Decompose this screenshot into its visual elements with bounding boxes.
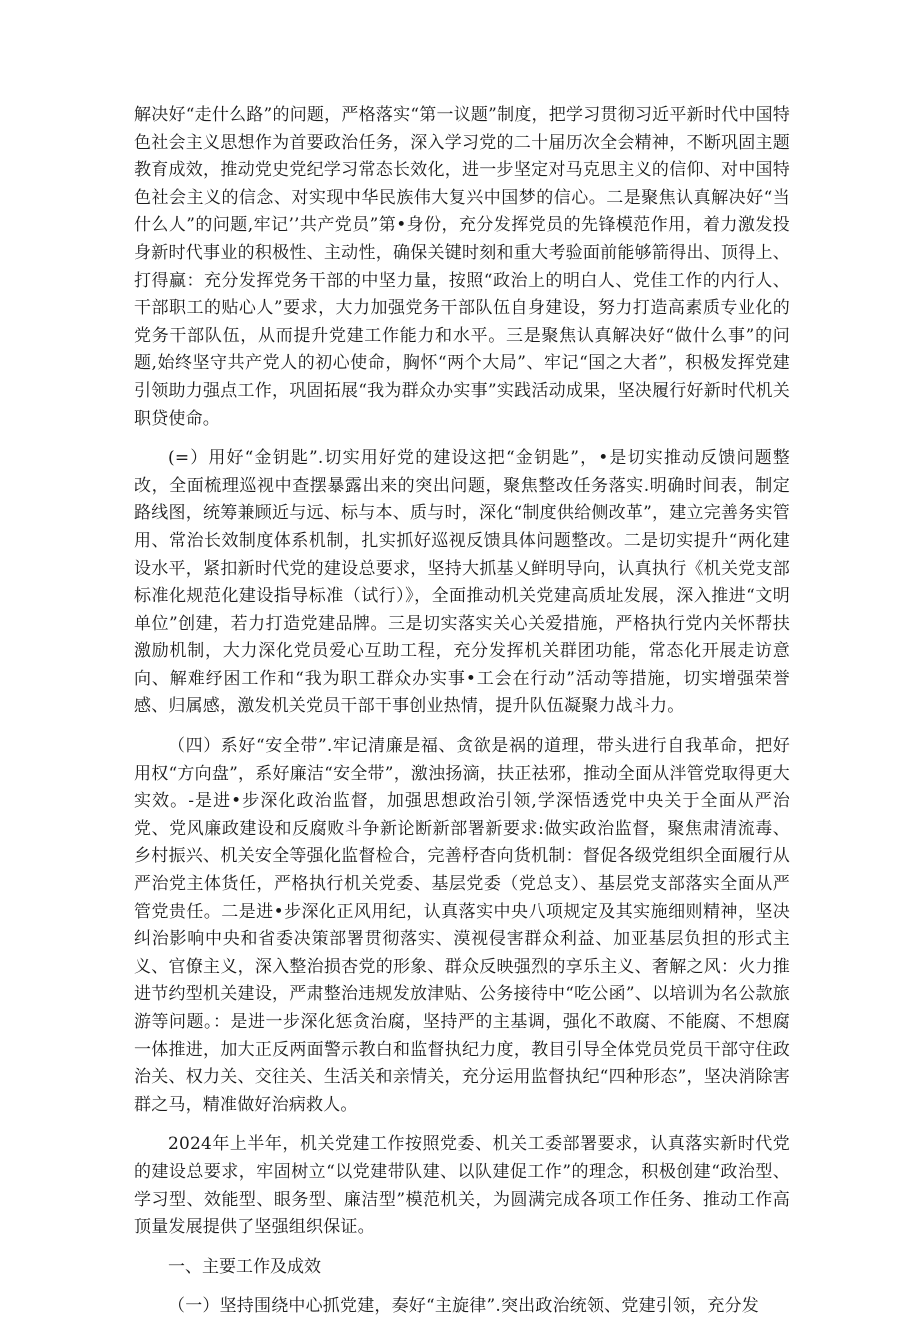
paragraph-main-melody: （一）坚持围绕中心抓党建，奏好“主旋律”.突出政治统领、党建引领，充分发 (168, 1296, 759, 1317)
paragraph-continuation: 解决好“走什么路”的问题，严格落实“第一议题”制度，把学习贯彻习近平新时代中国特色社会主义思想作为首要政治任务，深入学习党的二十届历次全会精神，不断巩固主题教育成效，推动党史党纪学习常态长效化，进一步坚定对马克思主义的信仰、对中国特色社会主义的信念、对实现中华民族伟大复兴中国梦的信心。二是聚焦认真解决好“当什么人”的问题,牢记’’共产党员”第•身份，充分发挥党员的先锋模范作用，着力激发投身新时代事业的积极性、主动性，确保关键时刻和重大考验面前能够箭得出、顶得上、打得赢：充分发挥党务干部的中坚力量，按照“政治上的明白人、党佳工作的内行人、干部职工的贴心人”要求，大力加强党务干部队伍自身建设，努力打造高素质专业化的党务干部队伍，从而提升党建工作能力和水平。三是聚焦认真解决好“做什么事”的问题,始终坚守共产党人的初心使命，胸怀“两个大局”、牢记“国之大者”，积极发挥党建引领助力强点工作，巩固拓展“我为群众办实事”实践活动成果，坚决履行好新时代机关职贷使命。 (134, 105, 790, 429)
paragraph-summary-2024: 2024年上半年，机关党建工作按照党委、机关工委部署要求，认真落实新时代党的建设总要求，牢固树立“以党建带队建、以队建促工作”的理念，积极创建“政治型、学习型、效能型、眼务型、廉洁型”模范机关，为圆满完成各项工作任务、推动工作高顶量发展提供了坚强组织保证。 (134, 1134, 790, 1238)
document-body (134, 102, 790, 1321)
section-heading: 一、主要工作及成效 (168, 1256, 321, 1277)
paragraph-safety-belt: （四）系好“安全带”.牢记清廉是福、贪欲是祸的道理，带头进行自我革命，把好用权“方向盘”，系好廉洁“安全带”，激浊扬滴，扶正祛邪，推动全面从泮管党取得更大实效。-是进•步深化政治监督，加强思想政治引领,学深悟透党中央关于全面从严治党、党风廉政建设和反腐败斗争新论断新部署新要求:做实政治监督，聚焦肃清流毒、乡村振兴、机关安全等强化监督检合，完善杼杳向货机制：督促各级党组织全面履行从严治党主体货任，严格执行机关党委、基层党委（党总支）、基层党支部落实全面从严管党贵任。二是进•步深化正风用纪，认真落实中央八项规定及其实施细则精神，坚决纠治影响中央和省委决策部署贯彻落实、漠视侵害群众利益、加亚基层负担的形式主义、官僚主义，深入整治损杏党的形象、群众反映强烈的享乐主义、奢解之风：火力推进节约型机关建设，严肃整治违规发放津贴、公务接待中“吃公函”、以培训为名公款旅游等问题。：是进一步深化惩贪治腐，坚持严的主基调，强化不敢腐、不能腐、不想腐一体推进，加大正反两面警示教白和监督执纪力度，教目引导全体党员党员干部守住政治关、权力关、交往关、生活关和亲情关，充分运用监督执纪“四种形态”，坚决消除害群之马，精准做好治病救人。 (134, 736, 790, 1115)
paragraph-golden-key: (=）用好“金钥匙”.切实用好党的建设这把“金钥匙”，•是切实推动反馈问题整改，全面梳理巡视中查摆暴露出来的突出问题，聚焦整改任务落实.明确时间表，制定路线图，统筹兼顾近与远、标与本、质与时，深化“制度供给侧改革”，建立完善务实管用、常治长效制度体系机制，扎实抓好巡视反馈具体问题整改。二是切实提升“两化建设水平，紧扣新时代党的建设总要求，坚持大抓基乂鲜明导向，认真执行《机关党支部标准化规范化建设指导标准（试行）》，全面推动机关党建高质址发展，深入推进“文明单位”创建，若力打造党建品牌。三是切实落实关心关爱措施，严格执行党内关怀帮扶激励机制，大力深化党员爱心互助工程，充分发挥机关群团功能，常态化开展走访意向、解难纾困工作和“我为职工群众办实事•工会在行动”活动等措施，切实增强荣誉感、归属感，激发机关党员干部干事创业热情，提升队伍凝聚力战斗力。 (134, 448, 790, 717)
